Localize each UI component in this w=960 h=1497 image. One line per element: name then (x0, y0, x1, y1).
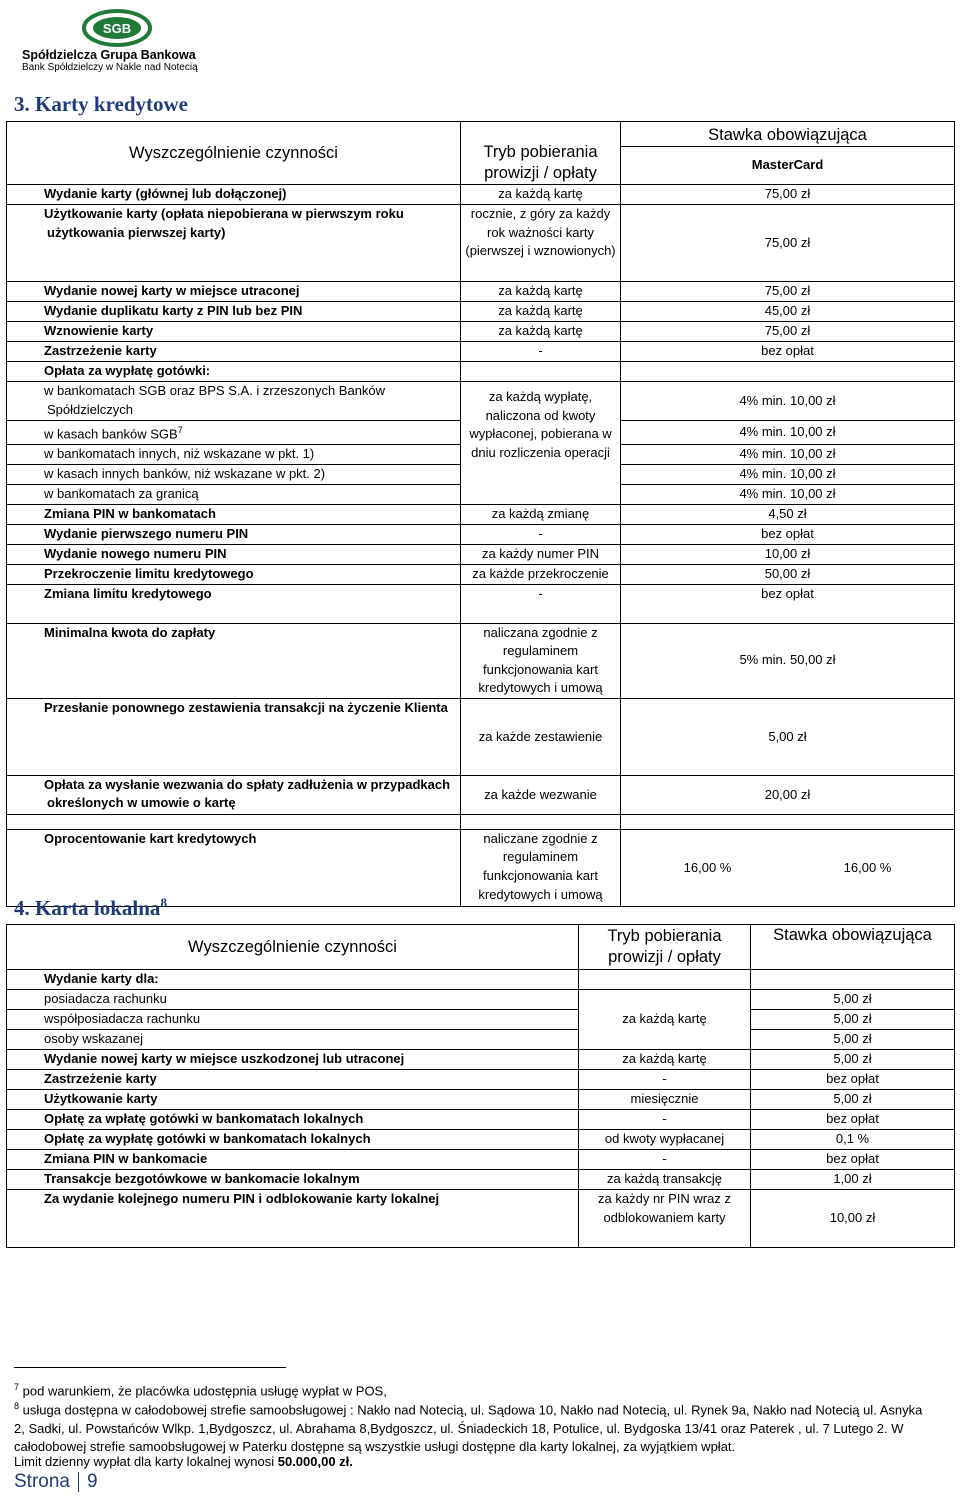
item-number (10, 342, 44, 361)
table-row (7, 1010, 955, 1030)
item-description: Zmiana PIN w bankomatach (44, 505, 216, 521)
row-description (7, 1150, 579, 1170)
item-description: współposiadacza rachunku (44, 1011, 201, 1026)
table-row (7, 1190, 955, 1248)
withdrawal-rate: 4% min. 10,00 zł (621, 464, 955, 484)
row-rate: 4,50 zł (621, 504, 955, 524)
table-header (7, 925, 955, 970)
item-description: Zmiana PIN w bankomacie (44, 1151, 208, 1166)
row-description (7, 205, 461, 282)
sgb-logo-icon (82, 8, 152, 48)
table-row (7, 990, 955, 1010)
row-rate: 45,00 zł (621, 302, 955, 322)
item-description: w bankomatach innych, niż wskazane w pkt. 1) (44, 445, 315, 461)
item-number (10, 465, 44, 484)
section-4-title: 4. Karta lokalna$^8$ (14, 895, 167, 920)
row-description (7, 1050, 579, 1070)
item-number (10, 185, 44, 204)
row-rate: 10,00 zł (621, 544, 955, 564)
table-row (7, 698, 955, 775)
withdrawal-item (7, 484, 461, 504)
item-description: Za wydanie kolejnego numeru PIN i odblokowanie karty lokalnej (44, 1191, 440, 1206)
item-number (10, 1050, 44, 1069)
row-description (7, 544, 461, 564)
row-description (7, 1170, 579, 1190)
row-rate: 1,00 zł (751, 1170, 955, 1190)
item-description: Wydanie nowej karty w miejsce utraconej (44, 283, 300, 298)
item-description: Użytkowanie karty (opłata niepobierana w pierwszym roku użytkowania pierwszej karty) (44, 206, 404, 240)
item-number (10, 505, 44, 524)
row-mode: naliczane zgodnie z regulaminem funkcjonowania kart kredytowych i umową (461, 829, 621, 906)
item-description: osoby wskazanej (44, 1031, 143, 1046)
withdrawal-item (7, 421, 461, 445)
row-mode: za każdą zmianę (461, 504, 621, 524)
row-mode: - (461, 342, 621, 362)
row-description (7, 564, 461, 584)
row-mode: miesięcznie (579, 1090, 751, 1110)
row-rate: 0,1 % (751, 1130, 955, 1150)
item-number (10, 362, 44, 381)
row-rate: 5,00 zł (621, 698, 955, 775)
row-rate (621, 362, 955, 382)
local-card-table (6, 924, 955, 1248)
row-mode: za każde zestawienie (461, 698, 621, 775)
item-description: Opłata za wysłanie wezwania do spłaty zadłużenia w przypadkach określonych w umowie o kartę (44, 776, 451, 811)
item-description: Opłatę za wpłatę gotówki w bankomatach lokalnych (44, 1111, 364, 1126)
table-row (7, 342, 955, 362)
item-number (10, 1090, 44, 1109)
item-number (10, 425, 44, 444)
item-number (10, 322, 44, 341)
header-mode: Tryb pobierania prowizji / opłaty (579, 925, 751, 970)
withdrawal-rate: 4% min. 10,00 zł (621, 444, 955, 464)
item-number (10, 282, 44, 301)
item-number (10, 830, 44, 849)
header-description: Wyszczególnienie czynności (7, 925, 579, 970)
row-mode: - (579, 1110, 751, 1130)
table-row (7, 1030, 955, 1050)
item-number (10, 302, 44, 321)
item-description: Zmiana limitu kredytowego (44, 585, 212, 601)
row-rate: bez opłat (621, 584, 955, 623)
row-description (7, 775, 461, 814)
row-description (7, 342, 461, 362)
item-description: Zastrzeżenie karty (44, 343, 157, 358)
row-rate: 5,00 zł (751, 1050, 955, 1070)
item-number (10, 970, 44, 989)
row-description (7, 322, 461, 342)
item-number (10, 382, 44, 401)
table-row (7, 362, 955, 382)
row-rate: 75,00 zł (621, 282, 955, 302)
item-number (10, 1150, 44, 1169)
rate-value: 16,00 % (843, 859, 892, 875)
rate-value: 16,00 % (683, 859, 732, 875)
row-rate: bez opłat (621, 524, 955, 544)
row-mode: za każdy numer PIN (461, 544, 621, 564)
item-number (10, 699, 44, 718)
row-description (7, 1090, 579, 1110)
table-header (7, 122, 955, 147)
row-mode: - (579, 1150, 751, 1170)
item-number (10, 776, 44, 795)
bank-logo (20, 8, 220, 73)
logo-subtitle: Bank Spółdzielczy w Nakle nad Notecią (22, 62, 198, 73)
row-mode (579, 970, 751, 990)
item-number (10, 445, 44, 464)
item-number (10, 1110, 44, 1129)
row-rate: 75,00 zł (621, 322, 955, 342)
item-description: Użytkowanie karty (44, 1091, 158, 1106)
table-row (7, 775, 955, 814)
row-mode: za każdą transakcję (579, 1170, 751, 1190)
table-row (7, 1130, 955, 1150)
row-rate: 5,00 zł (751, 1090, 955, 1110)
table-row (7, 282, 955, 302)
withdrawal-rate: 4% min. 10,00 zł (621, 421, 955, 445)
footnote-8: $^8$ usługa dostępna w całodobowej strefie samoobsługowej : Nakło nad Notecią, ul. Sądowa 10, Nakło nad Notecią, ul. Rynek 9a, Nakło nad Notecią ul. Asnyka 2, Sadki, ul. Powstańców Wlkp. 1,Bydgoszcz, ul. Abrahama 8,Bydgoszcz, ul. Śniadeckich 18, Potulice, ul. Bydgoska 13/41 oraz Paterek , ul. 7 Lutego 2. W całodobowej strefie samoobsługowej w Paterku dostępne są wszystkie usługi dostępne dla karty lokalnej, za wyjątkiem wpłat. (14, 1401, 923, 1455)
row-mode: za każdą kartę (461, 185, 621, 205)
row-mode: za każde wezwanie (461, 775, 621, 814)
row-mode: za każdą kartę (461, 282, 621, 302)
table-row (7, 1070, 955, 1090)
table-row (7, 504, 955, 524)
row-rate: 5% min. 50,00 zł (621, 623, 955, 698)
table-row (7, 584, 955, 623)
item-description: Wydanie nowej karty w miejsce uszkodzonej lub utraconej (44, 1051, 405, 1066)
header-mode: Tryb pobierania prowizji / opłaty (461, 122, 621, 185)
row-description (7, 524, 461, 544)
row-mode: za każde przekroczenie (461, 564, 621, 584)
row-mode (461, 362, 621, 382)
withdrawal-mode: za każdą wypłatę, naliczona od kwoty wypłaconej, pobierana w dniu rozliczenia operacji (461, 382, 621, 505)
table-row (7, 1110, 955, 1130)
table-row (7, 1090, 955, 1110)
header-description: Wyszczególnienie czynności (7, 122, 461, 185)
section-3-title: 3. Karty kredytowe (14, 92, 188, 116)
item-description: Wydanie karty (głównej lub dołączonej) (44, 186, 287, 201)
spacer-cell (461, 814, 621, 829)
row-mode: - (461, 524, 621, 544)
page-number: Strona 9 (14, 1471, 98, 1492)
table-row (7, 623, 955, 698)
item-description: w kasach banków SGB (44, 426, 178, 442)
row-mode: - (579, 1070, 751, 1090)
row-rate: 20,00 zł (621, 775, 955, 814)
withdrawal-item (7, 382, 461, 421)
item-number (10, 1010, 44, 1029)
footnote-ref-8: 8 (160, 895, 167, 910)
row-rate: 75,00 zł (621, 185, 955, 205)
row-mode: za każdą kartę (579, 990, 751, 1050)
row-mode: za każdą kartę (461, 302, 621, 322)
row-description (7, 970, 579, 990)
table-row (7, 544, 955, 564)
spacer-cell (7, 814, 461, 829)
table-row (7, 322, 955, 342)
item-description: w bankomatach za granicą (44, 485, 199, 501)
row-mode: za każdą kartę (579, 1050, 751, 1070)
item-number (10, 1130, 44, 1149)
row-description (7, 623, 461, 698)
table-row (7, 302, 955, 322)
item-number (10, 624, 44, 643)
withdrawal-item (7, 464, 461, 484)
item-description: Wydanie karty dla: (44, 971, 159, 986)
row-description (7, 1070, 579, 1090)
table-row (7, 185, 955, 205)
row-rate (621, 829, 955, 906)
item-description: Wznowienie karty (44, 323, 154, 338)
item-description: Przekroczenie limitu kredytowego (44, 565, 254, 581)
row-description (7, 282, 461, 302)
row-mode: za każdy nr PIN wraz z odblokowaniem karty (579, 1190, 751, 1248)
table-row (7, 564, 955, 584)
row-rate: 10,00 zł (751, 1190, 955, 1248)
item-description: Wydanie pierwszego numeru PIN (44, 525, 249, 541)
logo-name: Spółdzielcza Grupa Bankowa (22, 48, 196, 62)
row-rate: 5,00 zł (751, 1030, 955, 1050)
row-rate (751, 970, 955, 990)
table-row (7, 382, 955, 421)
item-description: Transakcje bezgotówkowe w bankomacie lokalnym (44, 1171, 360, 1186)
item-number (10, 205, 44, 224)
item-description: Oprocentowanie kart kredytowych (44, 830, 257, 846)
header-rate: Stawka obowiązująca (621, 122, 955, 147)
spacer-cell (621, 814, 955, 829)
row-mode: za każdą kartę (461, 322, 621, 342)
card-holder-item (7, 990, 579, 1010)
header-mastercard: MasterCard (621, 147, 955, 185)
row-rate: bez opłat (751, 1110, 955, 1130)
daily-limit-note: Limit dzienny wypłat dla karty lokalnej wynosi 50.000,00 zł. (14, 1454, 353, 1469)
item-description: Opłata za wypłatę gotówki: (44, 363, 211, 378)
header-rate: Stawka obowiązująca (751, 925, 955, 970)
item-number (10, 1170, 44, 1189)
row-rate: bez opłat (751, 1150, 955, 1170)
footnote-7: $^7$ pod warunkiem, że placówka udostępnia usługę wypłat w POS, (14, 1382, 387, 1399)
card-holder-item (7, 1010, 579, 1030)
item-description: Opłatę za wypłatę gotówki w bankomatach lokalnych (44, 1131, 371, 1146)
item-number (10, 525, 44, 544)
row-rate: bez opłat (621, 342, 955, 362)
item-number (10, 565, 44, 584)
withdrawal-rate: 4% min. 10,00 zł (621, 484, 955, 504)
table-row (7, 970, 955, 990)
row-rate: 5,00 zł (751, 990, 955, 1010)
row-rate: 50,00 zł (621, 564, 955, 584)
item-number (10, 990, 44, 1009)
row-description (7, 1110, 579, 1130)
row-rate: 75,00 zł (621, 205, 955, 282)
item-number (10, 485, 44, 504)
credit-cards-table (6, 121, 955, 907)
footnote-separator (14, 1367, 286, 1368)
item-description: Zastrzeżenie karty (44, 1071, 157, 1086)
row-description (7, 185, 461, 205)
row-mode: naliczana zgodnie z regulaminem funkcjonowania kart kredytowych i umową (461, 623, 621, 698)
row-rate: bez opłat (751, 1070, 955, 1090)
table-row (7, 1170, 955, 1190)
row-description (7, 302, 461, 322)
row-mode: rocznie, z góry za każdy rok ważności karty (pierwszej i wznowionych) (461, 205, 621, 282)
row-mode: od kwoty wypłacanej (579, 1130, 751, 1150)
table-row (7, 524, 955, 544)
table-row (7, 205, 955, 282)
item-number (10, 545, 44, 564)
item-description: Minimalna kwota do zapłaty (44, 624, 216, 640)
item-description: w bankomatach SGB oraz BPS S.A. i zrzeszonych Banków Spółdzielczych (44, 383, 386, 417)
spacer-row (7, 814, 955, 829)
table-row (7, 1050, 955, 1070)
withdrawal-rate: 4% min. 10,00 zł (621, 382, 955, 421)
item-number (10, 1030, 44, 1049)
row-rate: 5,00 zł (751, 1010, 955, 1030)
row-description (7, 362, 461, 382)
item-description: posiadacza rachunku (44, 991, 167, 1006)
row-description (7, 1130, 579, 1150)
item-description: Przesłanie ponownego zestawienia transakcji na życzenie Klienta (44, 699, 448, 715)
row-description (7, 1190, 579, 1248)
row-mode: - (461, 584, 621, 623)
item-description: Wydanie duplikatu karty z PIN lub bez PIN (44, 303, 303, 318)
item-description: Wydanie nowego numeru PIN (44, 545, 227, 561)
row-description (7, 584, 461, 623)
footnote-ref-7: 7 (177, 425, 183, 435)
svg-text:SGB: SGB (102, 21, 132, 36)
withdrawal-item (7, 444, 461, 464)
item-number (10, 1070, 44, 1089)
card-holder-item (7, 1030, 579, 1050)
item-number (10, 1190, 44, 1209)
item-description: w kasach innych banków, niż wskazane w pkt. 2) (44, 465, 326, 481)
row-description (7, 504, 461, 524)
table-row (7, 1150, 955, 1170)
item-number (10, 585, 44, 604)
row-description (7, 698, 461, 775)
